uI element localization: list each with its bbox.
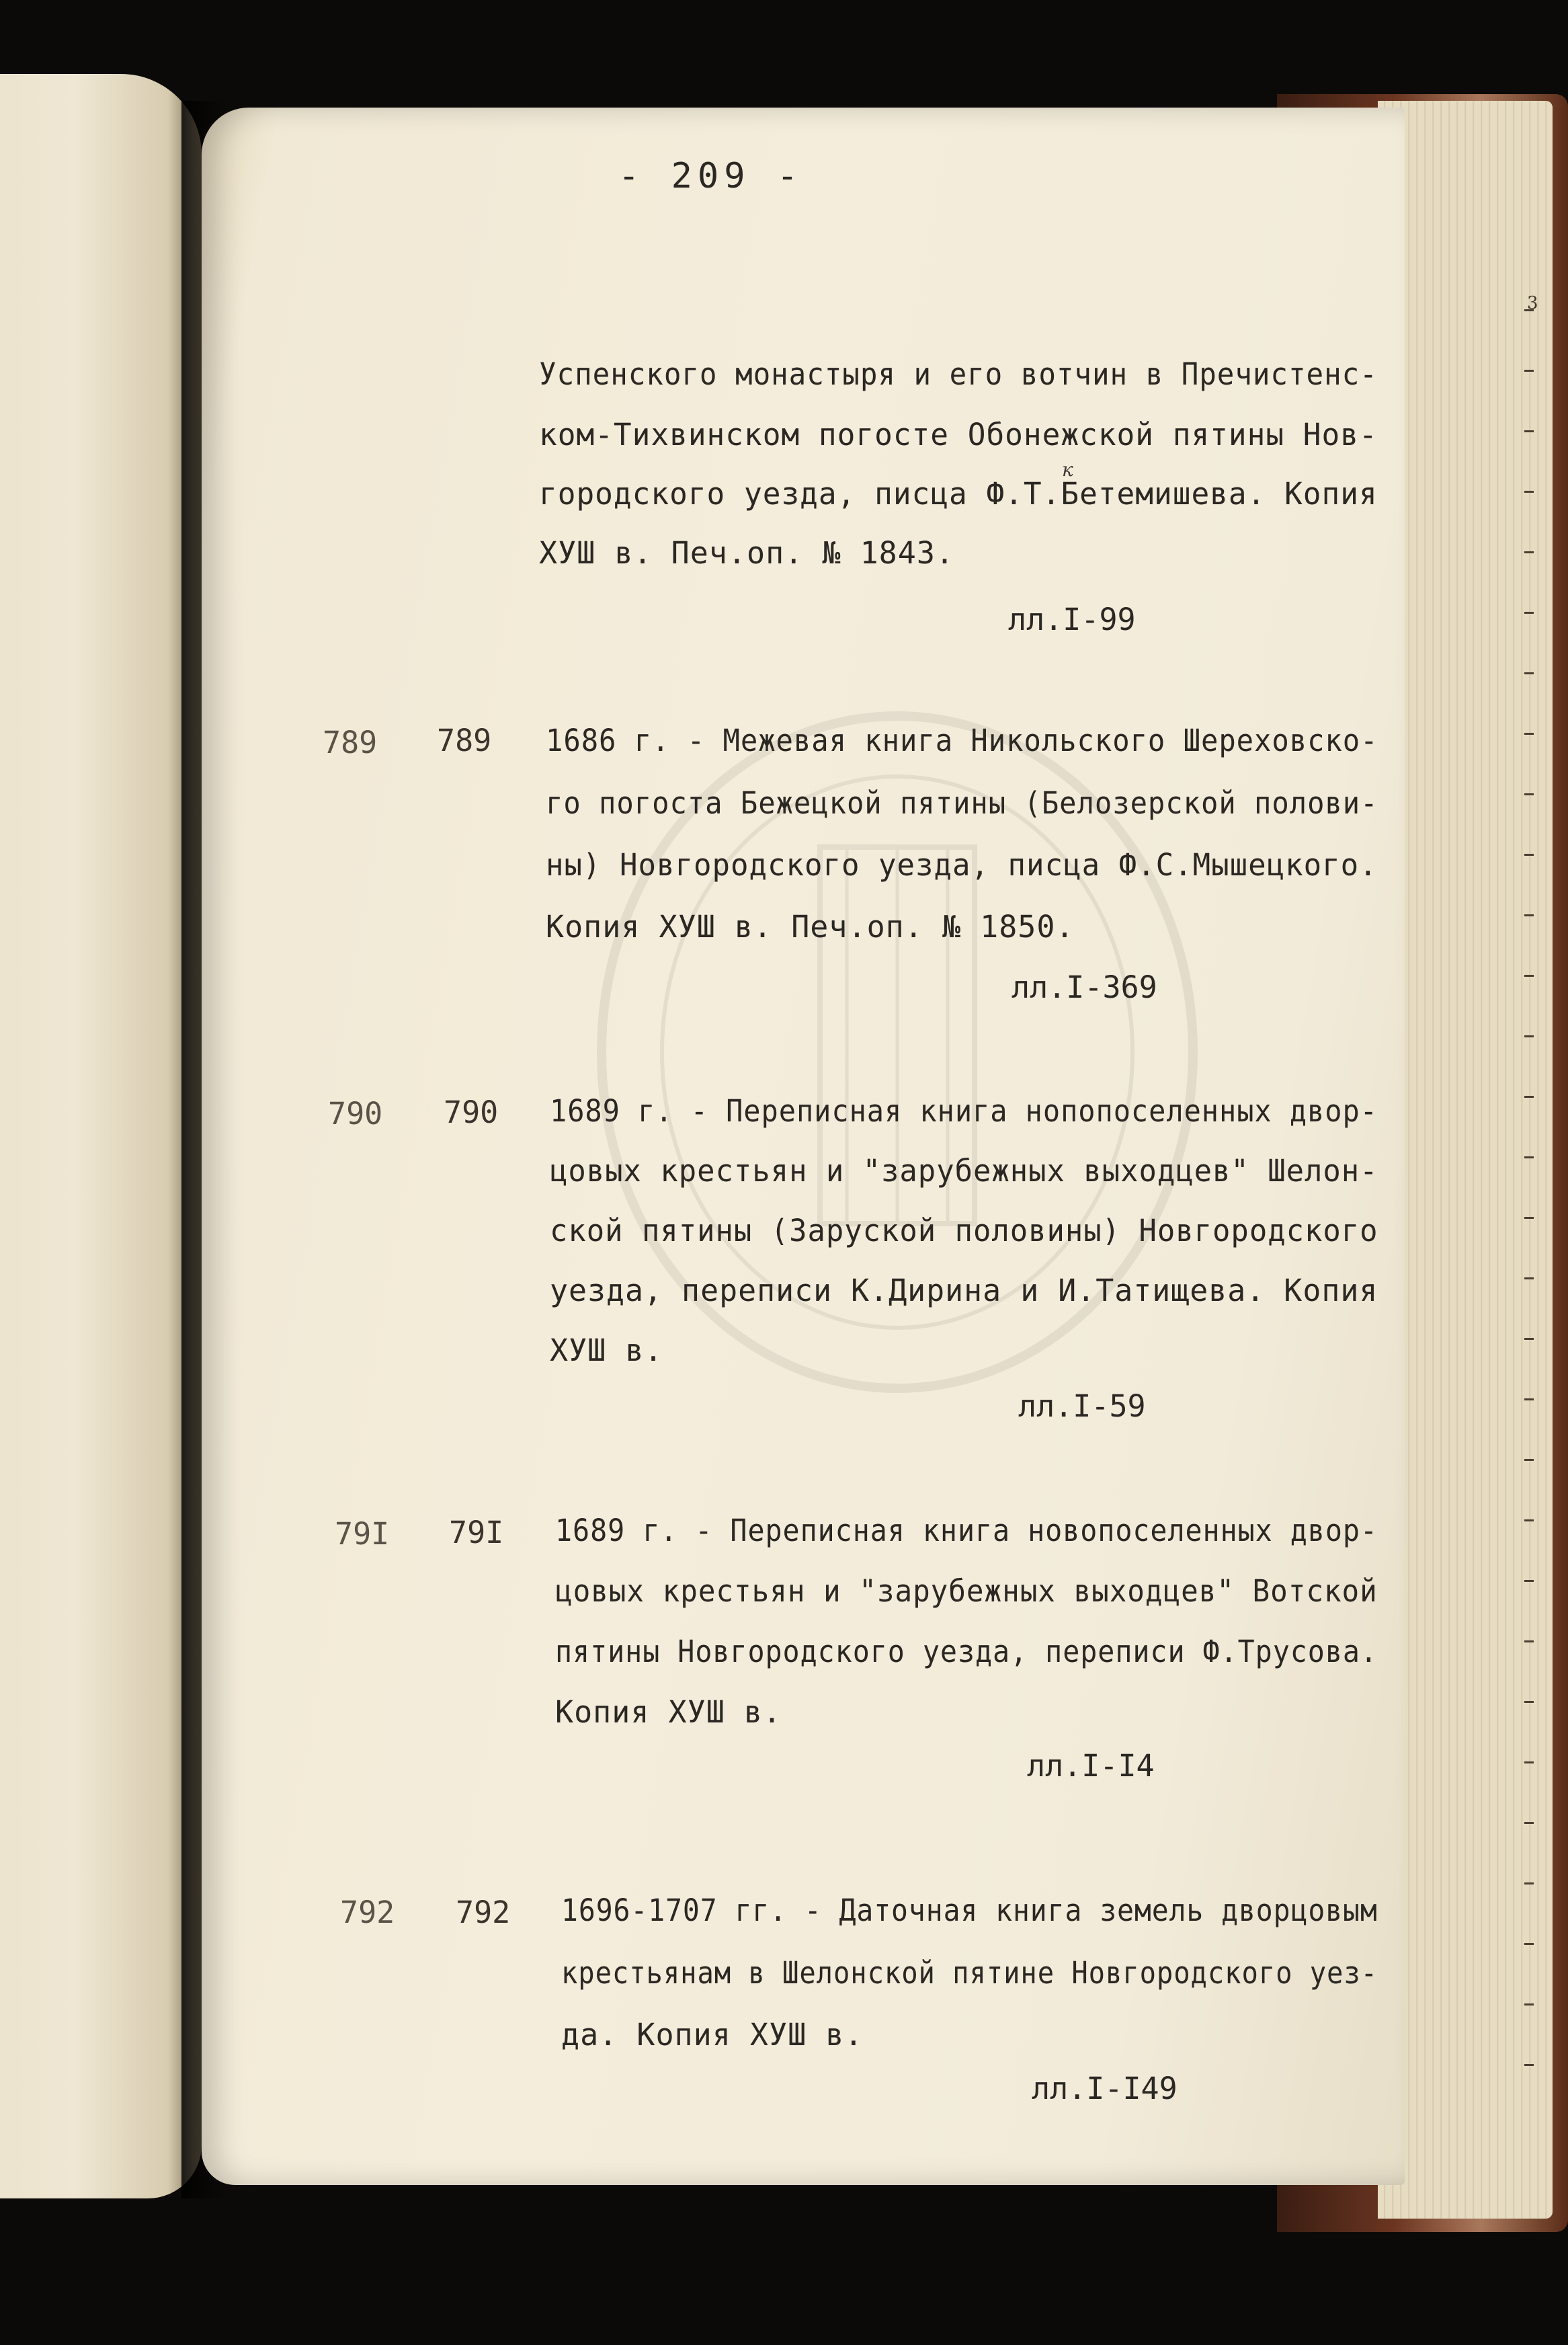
intro-line: Успенского монастыря и его вотчин в Пречистенс-: [539, 356, 1378, 392]
edge-tick-marks: [1524, 309, 1538, 2124]
entry-line: го погоста Бежецкой пятины (Белозерской полови-: [546, 785, 1378, 821]
handwritten-correction: к: [1062, 459, 1073, 481]
entry-number-old: 789: [323, 725, 378, 760]
entry-line: уезда, переписи К.Дирина и И.Татищева. Копия: [550, 1273, 1378, 1308]
entry-number: 789: [437, 723, 492, 758]
entry-line: ХУШ в.: [550, 1333, 663, 1368]
document-page: [202, 108, 1405, 2185]
folio-reference: лл.I-369: [1012, 969, 1157, 1005]
entry-number: 792: [456, 1895, 511, 1930]
entry-line: 1696-1707 гг. - Даточная книга земель дворцовым: [561, 1893, 1378, 1928]
entry-line: да. Копия ХУШ в.: [561, 2017, 864, 2053]
entry-line: ской пятины (Заруской половины) Новгородского: [550, 1213, 1378, 1248]
entry-line: 1686 г. - Межевая книга Никольского Шереховско-: [546, 723, 1378, 758]
left-page: [0, 74, 202, 2198]
edge-number: 3: [1527, 293, 1538, 313]
entry-number-old: 792: [340, 1895, 395, 1930]
entry-number-old: 79I: [335, 1516, 390, 1552]
entry-line: 1689 г. - Переписная книга нопопоселенных двор-: [550, 1093, 1378, 1129]
entry-line: цовых крестьян и "зарубежных выходцев" Вотской: [555, 1573, 1378, 1609]
folio-reference: лл.I-99: [1008, 602, 1136, 637]
entry-line: ны) Новгородского уезда, писца Ф.С.Мышецкого.: [546, 847, 1378, 883]
entry-line: цовых крестьян и "зарубежных выходцев" Шелон-: [550, 1153, 1378, 1189]
entry-number: 790: [444, 1095, 499, 1130]
folio-reference: лл.I-59: [1018, 1388, 1146, 1424]
entry-line: крестьянам в Шелонской пятине Новгородского уез-: [561, 1955, 1378, 1991]
entry-number: 79I: [449, 1515, 504, 1550]
intro-line: ХУШ в. Печ.оп. № 1843.: [539, 535, 955, 571]
folio-reference: лл.I-I4: [1027, 1748, 1155, 1784]
intro-line: ком-Тихвинском погосте Обонежской пятины Нов-: [539, 417, 1378, 452]
folio-reference: лл.I-I49: [1032, 2071, 1178, 2106]
intro-line: городского уезда, писца Ф.Т.Бетемишева. Копия: [539, 476, 1378, 512]
entry-line: Копия ХУШ в. Печ.оп. № 1850.: [546, 909, 1075, 945]
entry-number-old: 790: [328, 1096, 383, 1131]
entry-line: пятины Новгородского уезда, переписи Ф.Трусова.: [555, 1634, 1378, 1669]
entry-line: 1689 г. - Переписная книга новопоселенных двор-: [555, 1513, 1378, 1548]
entry-line: Копия ХУШ в.: [555, 1694, 782, 1730]
page-number: - 209 -: [618, 156, 804, 196]
